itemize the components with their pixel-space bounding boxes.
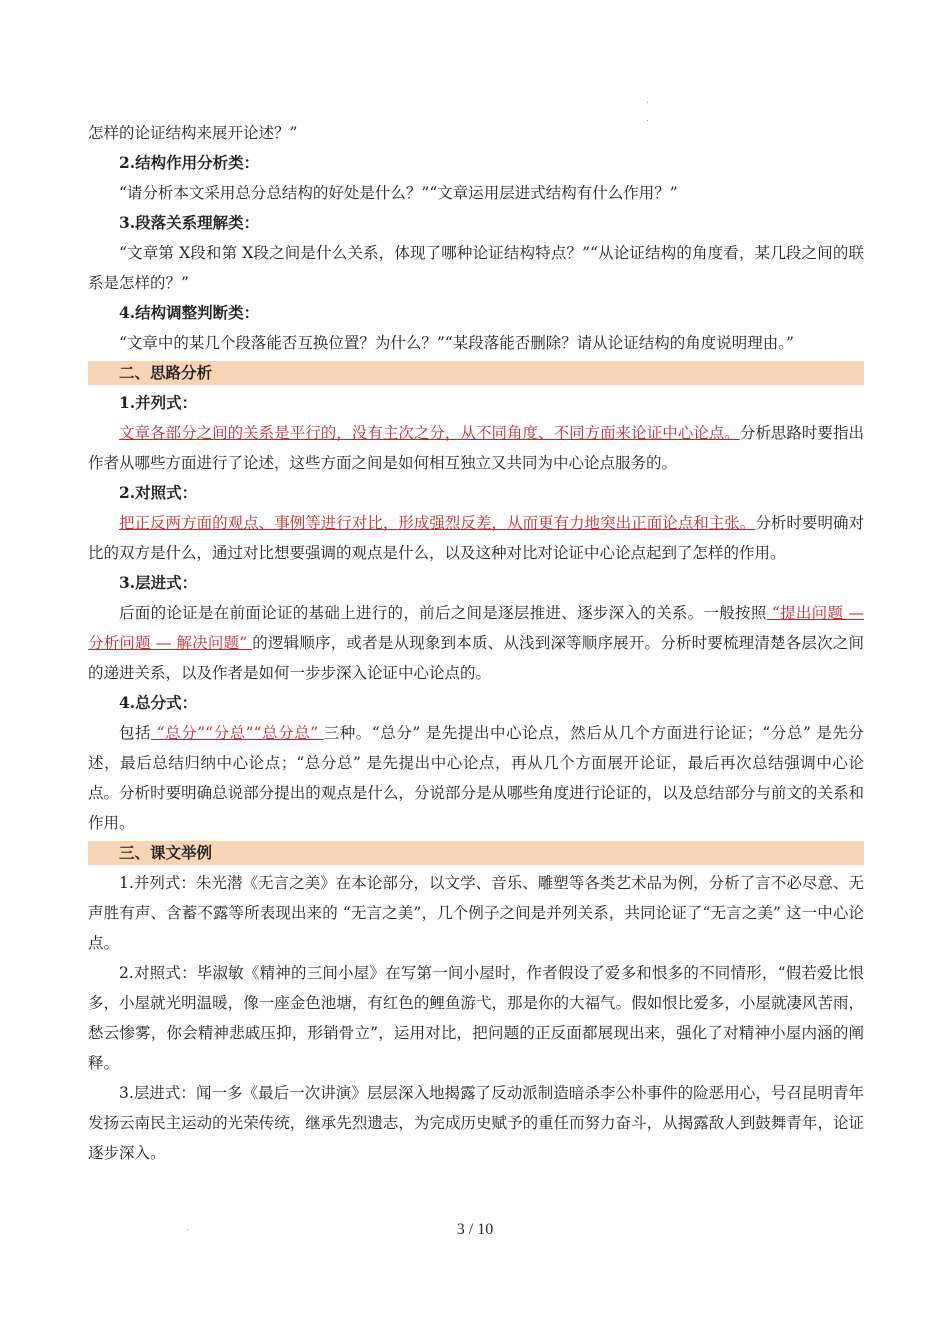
document-page: [88, 118, 864, 1168]
body-text: 的逻辑顺序，或者是从现象到本质、从浅到深等顺序展开。分析时要梳理清楚各层次之间的递进关系，以及作者是如何一步步深入论证中心论点的。: [88, 634, 864, 682]
paragraph-q1-tail: 怎样的论证结构来展开论述？”: [88, 124, 298, 142]
highlight-text: “提出问题 — 分析问题 — 解决问题”: [88, 604, 864, 652]
section-heading-examples: 三、课文举例: [88, 841, 864, 865]
body-text: 分析时要明确对比的双方是什么，通过对比想要强调的观点是什么，以及这种对比对论证中心论点起到了怎样的作用。: [88, 514, 864, 562]
heading-contrast: 2.对照式：: [119, 483, 198, 502]
highlight-text: 文章各部分之间的关系是平行的，没有主次之分，从不同角度、不同方面来论证中心论点。: [119, 424, 740, 442]
heading-general-specific: 4.总分式：: [119, 693, 198, 712]
paragraph-progressive: [88, 598, 864, 688]
paragraph-example-3: 3.层进式：闻一多《最后一次讲演》层层深入地揭露了反动派制造暗杀李公朴事件的险恶用心，号召昆明青年发扬云南民主运动的光荣传统，继承先烈遗志，为完成历史赋予的重任而努力奋斗，从揭露敌人到鼓舞青年，论证逐步深入。: [88, 1084, 864, 1162]
paragraph-contrast: [88, 508, 864, 568]
paragraph-example-1: 1.并列式：朱光潜《无言之美》在本论部分，以文学、音乐、雕塑等各类艺术品为例，分析了言不必尽意、无声胜有声、含蓄不露等所表现出来的 “无言之美”，几个例子之间是并列关系，共同论证了“无言之美” 这一中心论点。: [88, 874, 864, 952]
heading-progressive: 3.层进式：: [119, 573, 198, 592]
heading-q3: 3.段落关系理解类：: [119, 213, 260, 232]
paragraph-q4: “文章中的某几个段落能否互换位置？为什么？”“某段落能否删除？请从论证结构的角度说明理由。”: [119, 334, 794, 352]
heading-q2: 2.结构作用分析类：: [119, 153, 260, 172]
paragraph-general-specific: [88, 718, 864, 838]
highlight-text: 把正反两方面的观点、事例等进行对比，形成强烈反差，从而更有力地突出正面论点和主张。: [119, 514, 756, 532]
paragraph-q2: “请分析本文采用总分总结构的好处是什么？”“文章运用层进式结构有什么作用？”: [119, 184, 678, 202]
body-text: 三种。“总分” 是先提出中心论点，然后从几个方面进行论证；“分总” 是先分述，最后总结归纳中心论点；“总分总” 是先提出中心论点，再从几个方面展开论证，最后再次总结强调中心论点。分析时要明确总说部分提出的观点是什么，分说部分是从哪些角度进行论证的，以及总结部分与前文的关系和作用。: [88, 724, 864, 832]
body-text: 包括: [119, 724, 152, 742]
paragraph-q3: “文章第 X段和第 X段之间是什么关系，体现了哪种论证结构特点？”“从论证结构的角度看，某几段之间的联系是怎样的？”: [88, 244, 864, 292]
paragraph-example-2: 2.对照式：毕淑敏《精神的三间小屋》在写第一间小屋时，作者假设了爱多和恨多的不同情形，“假若爱比恨多，小屋就光明温暖，像一座金色池塘，有红色的鲤鱼游弋，那是你的大福气。假如恨比爱多，小屋就凄风苦雨，愁云惨雾，你会精神悲戚压抑，形销骨立”，运用对比，把问题的正反面都展现出来，强化了对精神小屋内涵的阐释。: [88, 964, 864, 1072]
heading-parallel: 1.并列式：: [119, 393, 198, 412]
paragraph-parallel: [88, 418, 864, 478]
mark-dot: [647, 102, 648, 103]
body-text: 分析思路时要指出作者从哪些方面进行了论述，这些方面之间是如何相互独立又共同为中心论点服务的。: [88, 424, 864, 472]
highlight-text: “总分”“分总”“总分总”: [151, 724, 324, 742]
section-heading-thinking: 二、思路分析: [88, 361, 864, 385]
body-text: 后面的论证是在前面论证的基础上进行的，前后之间是逐层推进、逐步深入的关系。一般按照: [119, 604, 767, 622]
heading-q4: 4.结构调整判断类：: [119, 303, 260, 322]
page-number: 3 / 10: [456, 1221, 494, 1238]
